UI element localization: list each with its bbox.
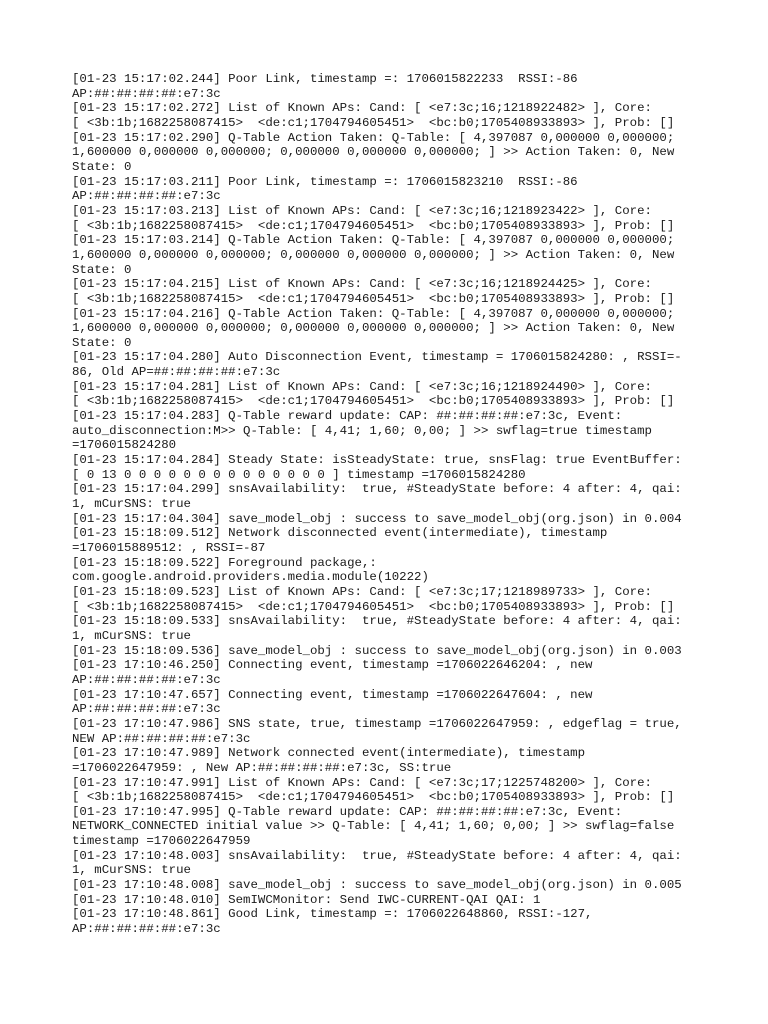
log-line: State: 0 xyxy=(72,262,132,277)
log-line: =1706015889512: , RSSI=-87 xyxy=(72,541,266,555)
log-line: [01-23 17:10:48.861] Good Link, timestamp =: 1706022648860, RSSI:-127, xyxy=(72,907,593,922)
log-line: 1,600000 0,000000 0,000000; 0,000000 0,000000 0,000000; ] >> Action Taken: 0, New xyxy=(72,247,675,262)
log-line: 1, mCurSNS: true xyxy=(72,628,191,643)
log-line: [ <3b:1b;1682258087415> <de:c1;1704794605451> <bc:b0;1705408933893> ], Prob: [] xyxy=(72,599,675,614)
log-line: [01-23 15:17:04.216] Q-Table Action Taken: Q-Table: [ 4,397087 0,000000 0,000000; xyxy=(72,306,675,321)
log-line: AP:##:##:##:##:e7:3c xyxy=(72,672,221,687)
log-line: [01-23 15:17:03.214] Q-Table Action Taken: Q-Table: [ 4,397087 0,000000 0,000000; xyxy=(72,233,675,248)
log-line: [ <3b:1b;1682258087415> <de:c1;1704794605451> <bc:b0;1705408933893> ], Prob: [] xyxy=(72,291,675,306)
log-line: [01-23 17:10:47.995] Q-Table reward update: CAP: ##:##:##:##:e7:3c, Event: xyxy=(72,804,623,819)
log-line: [01-23 17:10:47.989] Network connected event(intermediate), timestamp xyxy=(72,746,586,761)
log-line: State: 0 xyxy=(72,159,132,174)
log-line: 1,600000 0,000000 0,000000; 0,000000 0,000000 0,000000; ] >> Action Taken: 0, New xyxy=(72,145,675,160)
log-line: =1706022647959: , New AP:##:##:##:##:e7:3c, SS:true xyxy=(72,760,452,775)
log-line: [01-23 15:17:04.280] Auto Disconnection Event, timestamp = 1706015824280: , RSSI=- xyxy=(72,350,682,365)
log-line: [01-23 15:17:02.244] Poor Link, timestamp =: 1706015822233 RSSI:-86 xyxy=(72,72,578,86)
log-line: [ 0 13 0 0 0 0 0 0 0 0 0 0 0 0 0 0 ] timestamp =1706015824280 xyxy=(72,467,526,482)
log-text xyxy=(72,72,702,937)
log-line: NETWORK_CONNECTED initial value >> Q-Table: [ 4,41; 1,60; 0,00; ] >> swflag=false xyxy=(72,819,675,834)
log-line: [01-23 17:10:47.986] SNS state, true, timestamp =1706022647959: , edgeflag = true, xyxy=(72,716,682,731)
log-line: 1, mCurSNS: true xyxy=(72,497,191,512)
log-line: [ <3b:1b;1682258087415> <de:c1;1704794605451> <bc:b0;1705408933893> ], Prob: [] xyxy=(72,218,675,233)
log-line: [01-23 17:10:48.008] save_model_obj : success to save_model_obj(org.json) in 0.005 xyxy=(72,878,682,893)
log-line: [01-23 17:10:46.250] Connecting event, timestamp =1706022646204: , new xyxy=(72,658,593,673)
log-line: [01-23 15:17:02.272] List of Known APs: Cand: [ <e7:3c;16;1218922482> ], Core: xyxy=(72,101,652,116)
log-line: [01-23 15:17:04.281] List of Known APs: Cand: [ <e7:3c;16;1218924490> ], Core: xyxy=(72,379,652,394)
log-line: 1, mCurSNS: true xyxy=(72,863,191,878)
log-line: 1,600000 0,000000 0,000000; 0,000000 0,000000 0,000000; ] >> Action Taken: 0, New xyxy=(72,321,675,336)
log-line: AP:##:##:##:##:e7:3c xyxy=(72,86,221,101)
log-line: [01-23 17:10:47.991] List of Known APs: Cand: [ <e7:3c;17;1225748200> ], Core: xyxy=(72,775,652,790)
log-line: AP:##:##:##:##:e7:3c xyxy=(72,922,221,937)
log-line: AP:##:##:##:##:e7:3c xyxy=(72,702,221,717)
log-line: [01-23 15:17:04.215] List of Known APs: Cand: [ <e7:3c;16;1218924425> ], Core: xyxy=(72,277,652,292)
log-line: State: 0 xyxy=(72,335,132,350)
log-line: [01-23 15:17:04.299] snsAvailability: true, #SteadyState before: 4 after: 4, qai: xyxy=(72,482,682,497)
log-line: [01-23 15:17:03.213] List of Known APs: Cand: [ <e7:3c;16;1218923422> ], Core: xyxy=(72,203,652,218)
log-line: [01-23 15:17:04.304] save_model_obj : success to save_model_obj(org.json) in 0.004 xyxy=(72,511,682,526)
log-line: [01-23 15:18:09.523] List of Known APs: Cand: [ <e7:3c;17;1218989733> ], Core: xyxy=(72,584,652,599)
log-line: [ <3b:1b;1682258087415> <de:c1;1704794605451> <bc:b0;1705408933893> ], Prob: [] xyxy=(72,115,675,130)
log-line: [01-23 15:18:09.536] save_model_obj : success to save_model_obj(org.json) in 0.003 xyxy=(72,643,682,658)
log-line: com.google.android.providers.media.module(10222) xyxy=(72,570,429,585)
log-line: [01-23 17:10:48.010] SemIWCMonitor: Send IWC-CURRENT-QAI QAI: 1 xyxy=(72,892,541,907)
log-line: [01-23 15:18:09.522] Foreground package,: xyxy=(72,555,377,570)
log-line: [01-23 15:17:02.290] Q-Table Action Taken: Q-Table: [ 4,397087 0,000000 0,000000; xyxy=(72,130,675,145)
log-line: [01-23 15:18:09.533] snsAvailability: true, #SteadyState before: 4 after: 4, qai: xyxy=(72,614,682,629)
log-line: [01-23 15:17:04.283] Q-Table reward update: CAP: ##:##:##:##:e7:3c, Event: xyxy=(72,409,623,424)
log-line: 86, Old AP=##:##:##:##:e7:3c xyxy=(72,365,281,380)
log-line: [01-23 17:10:47.657] Connecting event, timestamp =1706022647604: , new xyxy=(72,687,593,702)
log-line: [ <3b:1b;1682258087415> <de:c1;1704794605451> <bc:b0;1705408933893> ], Prob: [] xyxy=(72,394,675,409)
log-line: [01-23 17:10:48.003] snsAvailability: true, #SteadyState before: 4 after: 4, qai: xyxy=(72,848,682,863)
log-line: [01-23 15:17:04.284] Steady State: isSteadyState: true, snsFlag: true EventBuffer: xyxy=(72,453,682,468)
log-line: AP:##:##:##:##:e7:3c xyxy=(72,189,221,204)
log-line: =1706015824280 xyxy=(72,438,177,453)
log-line: timestamp =1706022647959 xyxy=(72,834,251,849)
log-line: [01-23 15:17:03.211] Poor Link, timestamp =: 1706015823210 RSSI:-86 xyxy=(72,174,578,189)
log-line: [ <3b:1b;1682258087415> <de:c1;1704794605451> <bc:b0;1705408933893> ], Prob: [] xyxy=(72,790,675,805)
log-line: auto_disconnection:M>> Q-Table: [ 4,41; 1,60; 0,00; ] >> swflag=true timestamp xyxy=(72,423,652,438)
log-line: [01-23 15:18:09.512] Network disconnected event(intermediate), timestamp xyxy=(72,526,608,541)
log-line: NEW AP:##:##:##:##:e7:3c xyxy=(72,731,251,746)
